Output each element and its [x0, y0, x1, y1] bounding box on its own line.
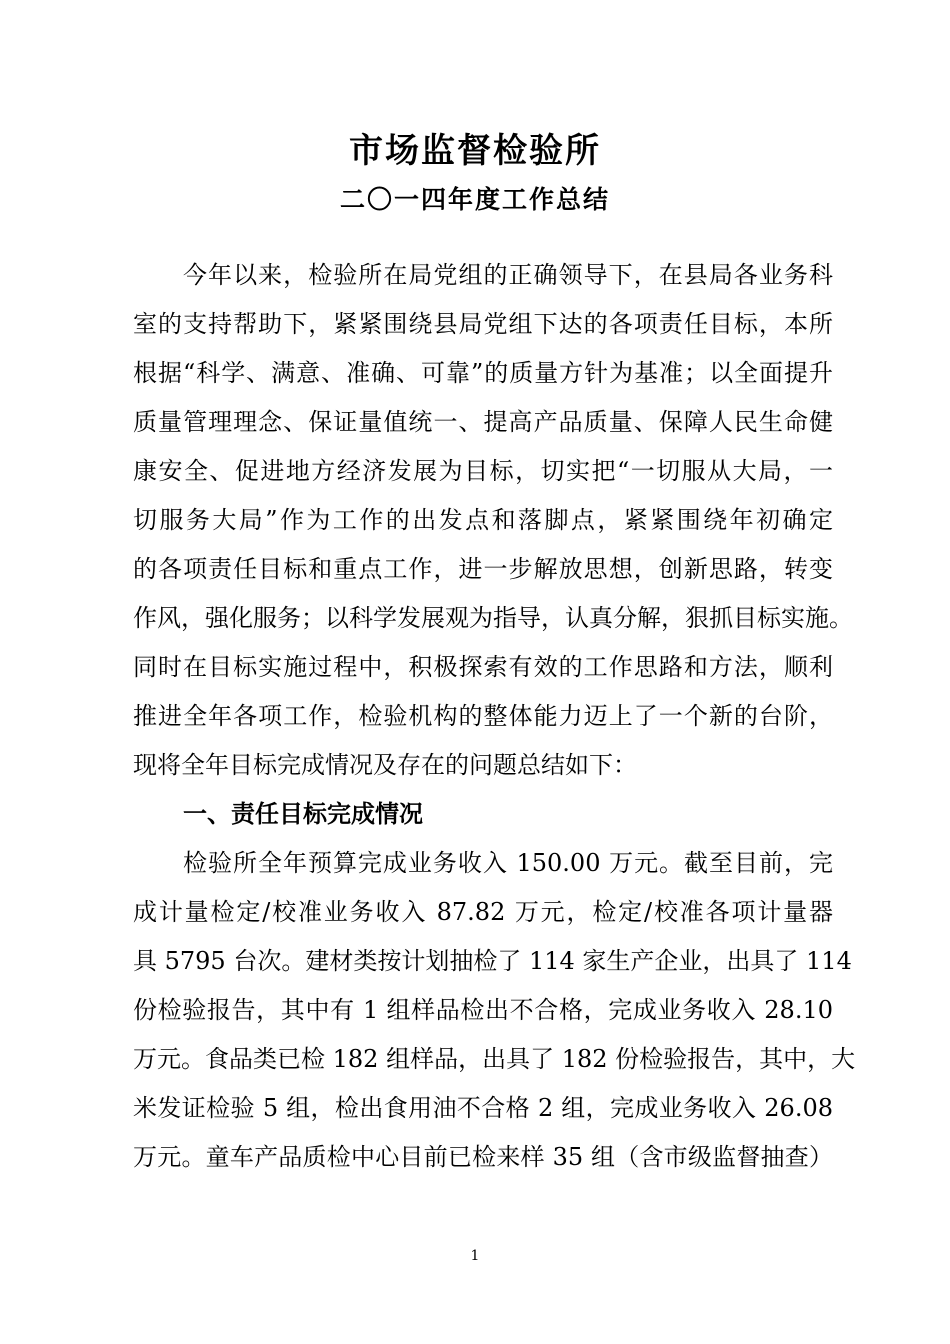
paragraph-line: 成计量检定/校准业务收入 87.82 万元，检定/校准各项计量器 — [133, 898, 833, 926]
paragraph-line: 根据“科学、满意、准确、可靠”的质量方针为基准；以全面提升 — [133, 359, 833, 387]
paragraph-line: 康安全、促进地方经济发展为目标，切实把“一切服从大局，一 — [133, 457, 833, 485]
paragraph-line: 份检验报告，其中有 1 组样品检出不合格，完成业务收入 28.10 — [133, 996, 833, 1024]
document-subtitle: 二〇一四年度工作总结 — [339, 185, 610, 214]
page-number: 1 — [470, 1248, 480, 1264]
paragraph-line: 切服务大局”作为工作的出发点和落脚点，紧紧围绕年初确定 — [133, 506, 833, 534]
document-title: 市场监督检验所 — [349, 131, 601, 171]
section-heading: 一、责任目标完成情况 — [183, 800, 423, 828]
paragraph-line: 现将全年目标完成情况及存在的问题总结如下： — [133, 751, 637, 779]
paragraph-line: 作风，强化服务；以科学发展观为指导，认真分解，狠抓目标实施。 — [133, 604, 853, 632]
document-body — [133, 251, 856, 1182]
paragraph-line: 质量管理理念、保证量值统一、提高产品质量、保障人民生命健 — [133, 408, 833, 436]
paragraph-line: 具 5795 台次。建材类按计划抽检了 114 家生产企业，出具了 114 — [133, 947, 852, 975]
paragraph-line: 的各项责任目标和重点工作，进一步解放思想，创新思路，转变 — [133, 555, 833, 583]
paragraph-line: 万元。食品类已检 182 组样品，出具了 182 份检验报告，其中，大 — [133, 1045, 856, 1073]
paragraph-line: 同时在目标实施过程中，积极探索有效的工作思路和方法，顺利 — [133, 653, 833, 681]
paragraph-line: 室的支持帮助下，紧紧围绕县局党组下达的各项责任目标，本所 — [133, 310, 833, 338]
paragraph-line: 今年以来，检验所在局党组的正确领导下，在县局各业务科 — [183, 261, 833, 289]
paragraph-line: 推进全年各项工作，检验机构的整体能力迈上了一个新的台阶， — [133, 702, 833, 730]
paragraph-line: 万元。童车产品质检中心目前已检来样 35 组（含市级监督抽查） — [133, 1143, 833, 1171]
paragraph-line: 米发证检验 5 组，检出食用油不合格 2 组，完成业务收入 26.08 — [133, 1094, 833, 1122]
paragraph-line: 检验所全年预算完成业务收入 150.00 万元。截至目前，完 — [183, 849, 833, 877]
